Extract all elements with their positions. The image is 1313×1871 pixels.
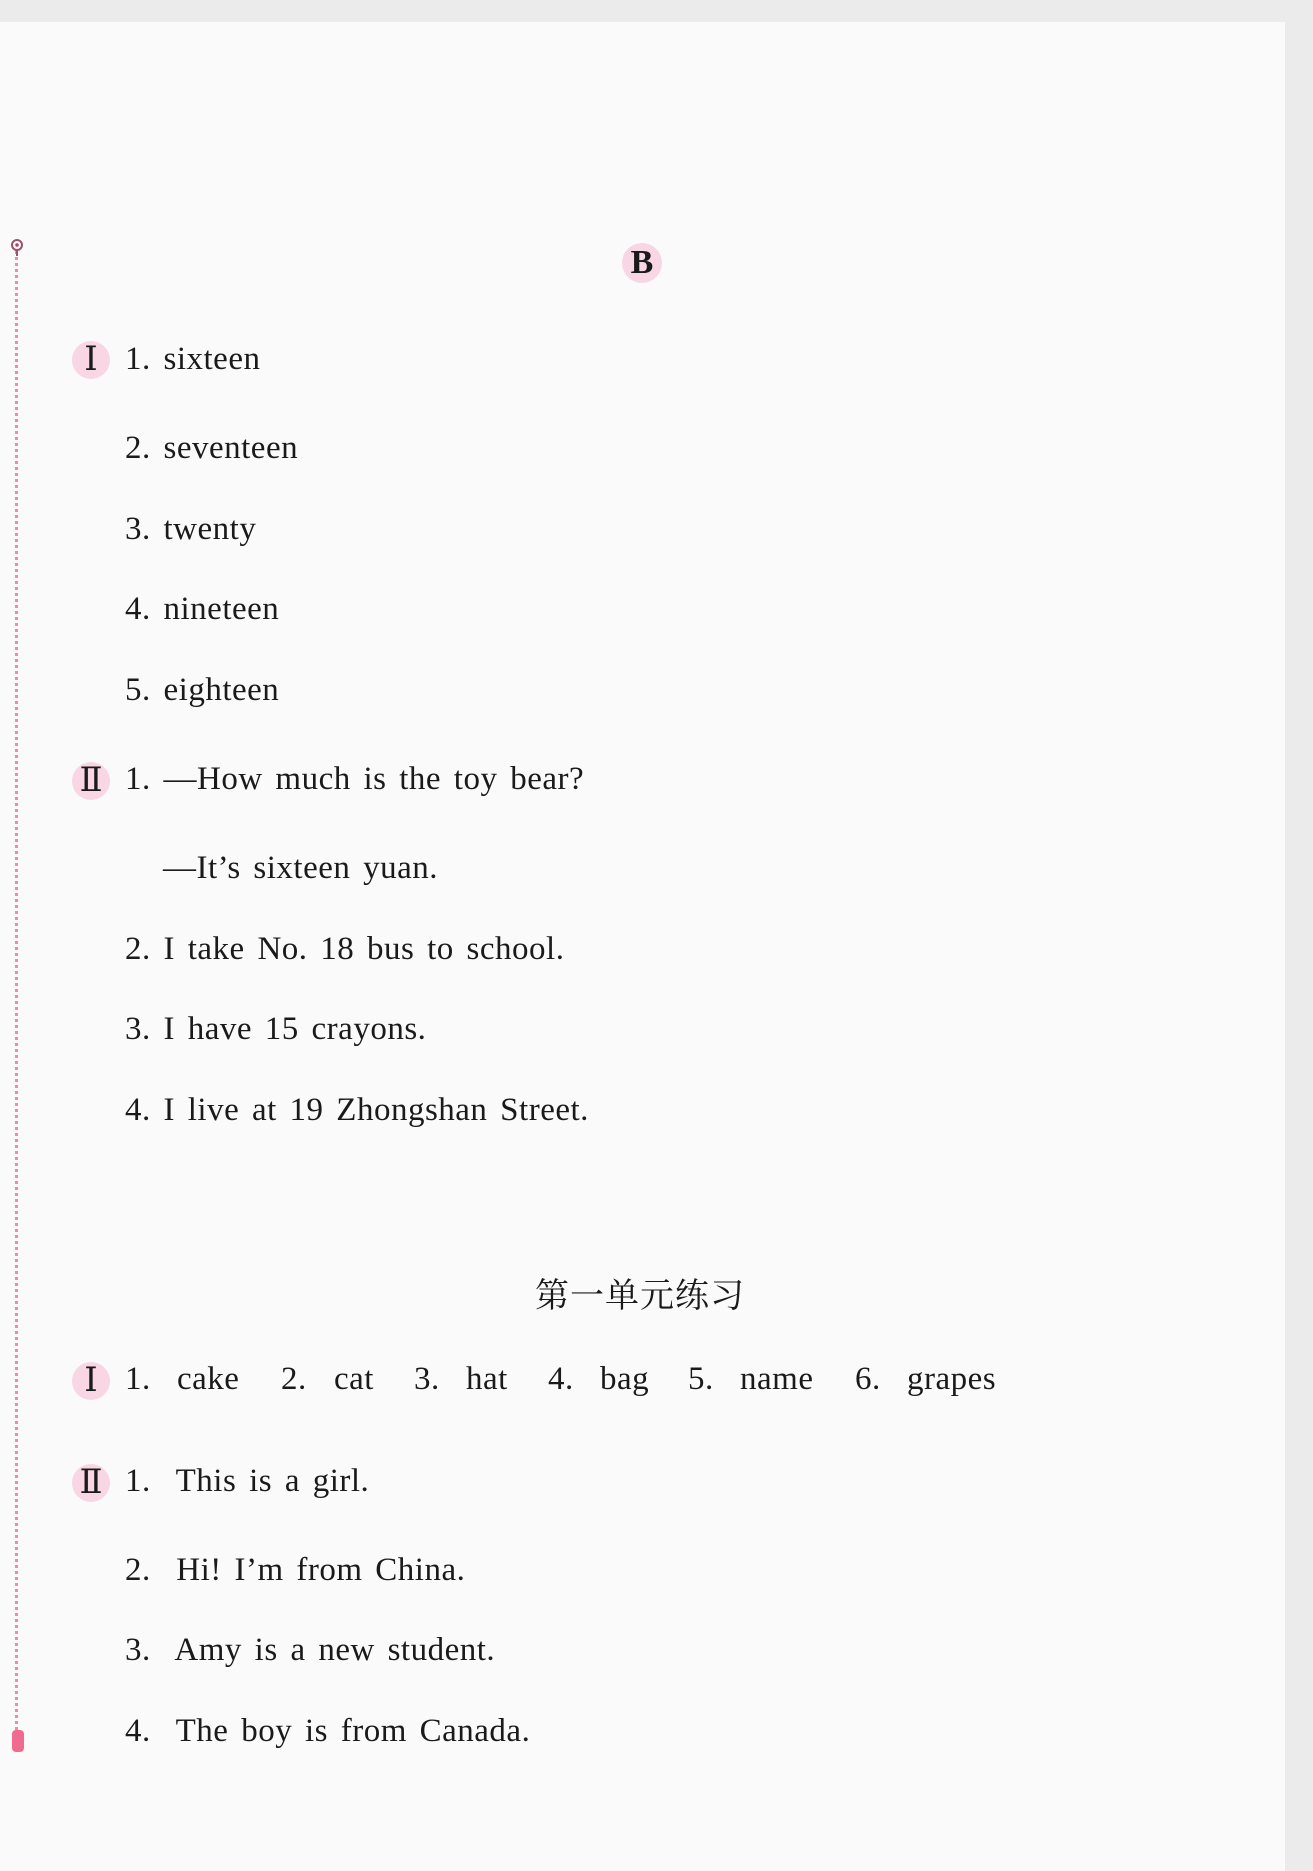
section-heading-b: B [622,243,662,283]
answer-line: 5. eighteen [125,672,280,708]
answer-word: name [740,1361,814,1397]
answer-number: 1. [125,1361,151,1397]
part-marker-ii: Ⅱ [72,762,110,800]
answer-line: 3. Amy is a new student. [125,1632,496,1668]
answer-page [0,22,1285,1871]
answer-number: 2. [281,1361,307,1397]
answer-number: 4. [548,1361,574,1397]
binding-margin-dots [15,250,18,1750]
answer-line: 1. —How much is the toy bear? [125,761,585,797]
answer-word: cake [177,1361,240,1397]
answer-line: —It’s sixteen yuan. [163,850,439,886]
answer-line: 4. I live at 19 Zhongshan Street. [125,1092,589,1128]
answer-number: 3. [414,1361,440,1397]
answer-line: 2. I take No. 18 bus to school. [125,931,565,967]
answer-word: cat [334,1361,374,1397]
answer-word: bag [600,1361,650,1397]
answer-line: 2. seventeen [125,430,299,466]
unit-title: 第一单元练习 [535,1276,745,1316]
answer-word: hat [466,1361,508,1397]
answer-line: 4. nineteen [125,591,280,627]
part-marker-ii: Ⅱ [72,1464,110,1502]
answer-line: 4. The boy is from Canada. [125,1713,531,1749]
flower-ornament-icon [10,238,24,256]
answer-word: grapes [907,1361,997,1397]
answer-number: 5. [688,1361,714,1397]
answer-line: 2. Hi! I’m from China. [125,1552,466,1588]
answer-number: 6. [855,1361,881,1397]
answer-line: 1. sixteen [125,341,261,377]
part-marker-i: Ⅰ [72,1362,110,1400]
answer-line: 3. I have 15 crayons. [125,1011,427,1047]
answer-line: 3. twenty [125,511,257,547]
answer-line: 1. This is a girl. [125,1463,370,1499]
part-marker-i: Ⅰ [72,341,110,379]
margin-tab-marker [12,1730,24,1752]
